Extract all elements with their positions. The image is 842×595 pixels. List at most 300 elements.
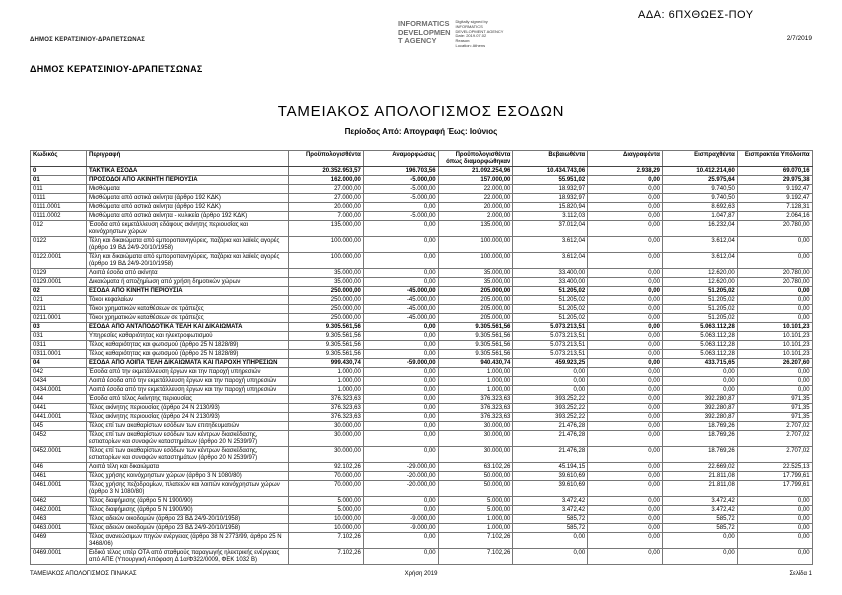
row-value: 1.047,87 xyxy=(662,212,737,221)
row-value: 5.073.213,51 xyxy=(513,350,588,359)
revenue-table-container xyxy=(30,150,812,565)
row-description: Τέλος ακίνητης περιουσίας (άρθρο 24 Ν 2130/93) xyxy=(87,413,289,422)
row-value: 21.476,28 xyxy=(513,422,588,431)
row-value: 0,00 xyxy=(588,431,663,447)
row-value: 0,00 xyxy=(588,296,663,305)
signature-agency-name: INFORMATICS DEVELOPMEN T AGENCY xyxy=(398,19,451,45)
row-value: 205.000,00 xyxy=(438,296,513,305)
row-code: 0452.0001 xyxy=(31,447,87,463)
table-row xyxy=(31,167,813,176)
row-value: 20.000,00 xyxy=(438,203,513,212)
row-description: Τέλος καθαριότητας και φωτισμού (άρθρο 25 Ν 1828/89) xyxy=(87,350,289,359)
row-value: 45.194,15 xyxy=(513,463,588,472)
table-row xyxy=(31,237,813,253)
row-value: 2.707,02 xyxy=(737,431,812,447)
row-value: 0,00 xyxy=(363,404,438,413)
row-value: 3.112,03 xyxy=(513,212,588,221)
row-value: 21.811,08 xyxy=(662,472,737,481)
row-description: Τέλος χρήσης κοινόχρηστων χώρων (άρθρο 3 Ν 1080/80) xyxy=(87,472,289,481)
row-value: 10.101,23 xyxy=(737,341,812,350)
row-description: Τέλη και δικαιώματα από εμποροπανηγύρεις, παζάρια και λαϊκές αγορές (άρθρο 19 ΒΔ 24/9-20/10/1958) xyxy=(87,237,289,253)
table-row xyxy=(31,314,813,323)
row-value: 459.923,25 xyxy=(513,359,588,368)
row-value: 0,00 xyxy=(588,413,663,422)
row-value: 9.305.561,56 xyxy=(438,350,513,359)
row-value: 0,00 xyxy=(363,203,438,212)
row-value: 7.102,26 xyxy=(438,533,513,549)
row-value: 250.000,00 xyxy=(289,296,364,305)
row-value: 0,00 xyxy=(363,269,438,278)
row-value: 20.780,00 xyxy=(737,221,812,237)
row-value: 9.192,47 xyxy=(737,194,812,203)
row-value: 30.000,00 xyxy=(438,422,513,431)
row-description: Υπηρεσίες καθαριότητας και ηλεκτροφωτισμού xyxy=(87,332,289,341)
row-value: 30.000,00 xyxy=(289,431,364,447)
row-value: 585,72 xyxy=(662,524,737,533)
row-value: 35.000,00 xyxy=(289,278,364,287)
row-value: 35.000,00 xyxy=(438,278,513,287)
row-value: 12.620,00 xyxy=(662,269,737,278)
row-code: 0452 xyxy=(31,431,87,447)
row-description: ΠΡΟΣΟΔΟΙ ΑΠΟ ΑΚΙΝΗΤΗ ΠΕΡΙΟΥΣΙΑ xyxy=(87,176,289,185)
row-value: 0,00 xyxy=(363,386,438,395)
row-value: 100.000,00 xyxy=(289,237,364,253)
row-description: ΕΣΟΔΑ ΑΠΟ ΑΝΤΑΠΟΔΟΤΙΚΑ ΤΕΛΗ ΚΑΙ ΔΙΚΑΙΩΜΑΤΑ xyxy=(87,323,289,332)
row-value: 1.000,00 xyxy=(438,377,513,386)
column-header: Κωδικός xyxy=(31,151,87,167)
row-value: 0,00 xyxy=(363,350,438,359)
row-value: 0,00 xyxy=(588,447,663,463)
row-value: 0,00 xyxy=(662,533,737,549)
row-value: 18.932,97 xyxy=(513,185,588,194)
row-value: 0,00 xyxy=(513,377,588,386)
row-code: 031 xyxy=(31,332,87,341)
row-value: 585,72 xyxy=(662,515,737,524)
table-row xyxy=(31,212,813,221)
row-value: 7.102,26 xyxy=(289,549,364,565)
row-value: 10.101,23 xyxy=(737,350,812,359)
column-header: Προϋπολογισθέντα όπως διαμορφώθηκαν xyxy=(438,151,513,167)
row-value: 9.740,50 xyxy=(662,185,737,194)
row-description: Τόκοι χρηματικών καταθέσεων σε τράπεζες xyxy=(87,305,289,314)
row-code: 0122.0001 xyxy=(31,253,87,269)
footer-report-name: ΤΑΜΕΙΑΚΟΣ ΑΠΟΛΟΓΙΣΜΟΣ ΠΙΝΑΚΑΣ xyxy=(30,571,137,577)
row-value: 51.205,02 xyxy=(513,314,588,323)
row-value: 393.252,22 xyxy=(513,404,588,413)
row-value: 376.323,63 xyxy=(289,404,364,413)
row-value: 0,00 xyxy=(363,533,438,549)
row-value: 1.000,00 xyxy=(289,368,364,377)
row-value: 1.000,00 xyxy=(438,515,513,524)
row-value: 30.000,00 xyxy=(289,422,364,431)
row-value: 135.000,00 xyxy=(289,221,364,237)
row-value: 20.000,00 xyxy=(289,203,364,212)
row-code: 0441 xyxy=(31,404,87,413)
column-header: Προϋπολογισθέντα xyxy=(289,151,364,167)
row-value: 0,00 xyxy=(737,515,812,524)
row-value: 70.000,00 xyxy=(289,472,364,481)
row-value: 392.280,87 xyxy=(662,413,737,422)
row-value: 2.707,02 xyxy=(737,447,812,463)
row-description: Τόκοι κεφαλαίων xyxy=(87,296,289,305)
row-value: 27.000,00 xyxy=(289,194,364,203)
row-value: 0,00 xyxy=(737,314,812,323)
row-value: -45.000,00 xyxy=(363,287,438,296)
row-value: 100.000,00 xyxy=(289,253,364,269)
row-value: 33.400,00 xyxy=(513,269,588,278)
row-value: 0,00 xyxy=(737,237,812,253)
row-value: 0,00 xyxy=(588,194,663,203)
row-value: 10.412.214,60 xyxy=(662,167,737,176)
row-code: 0469.0001 xyxy=(31,549,87,565)
table-row xyxy=(31,332,813,341)
row-code: 045 xyxy=(31,422,87,431)
row-code: 0129 xyxy=(31,269,87,278)
row-value: 7.102,26 xyxy=(289,533,364,549)
row-value: 376.323,63 xyxy=(438,413,513,422)
row-value: 15.820,94 xyxy=(513,203,588,212)
row-value: 0,00 xyxy=(588,176,663,185)
row-value: 205.000,00 xyxy=(438,287,513,296)
row-value: 10.101,23 xyxy=(737,323,812,332)
table-row xyxy=(31,269,813,278)
table-row xyxy=(31,533,813,549)
row-value: 0,00 xyxy=(737,287,812,296)
row-value: 30.000,00 xyxy=(289,447,364,463)
row-value: -29.000,00 xyxy=(363,463,438,472)
row-description: ΕΣΟΔΑ ΑΠΟ ΛΟΙΠΑ ΤΕΛΗ ΔΙΚΑΙΩΜΑΤΑ ΚΑΙ ΠΑΡΟΧΗ ΥΠΗΡΕΣΙΩΝ xyxy=(87,359,289,368)
row-description: Τέλος ακίνητης περιουσίας (άρθρο 24 Ν 2130/93) xyxy=(87,404,289,413)
row-value: 10.101,23 xyxy=(737,332,812,341)
row-value: 0,00 xyxy=(737,506,812,515)
row-code: 03 xyxy=(31,323,87,332)
row-value: 100.000,00 xyxy=(438,237,513,253)
row-value: -45.000,00 xyxy=(363,314,438,323)
row-value: 9.192,47 xyxy=(737,185,812,194)
column-header: Εισπρακτέα Υπόλοιπα xyxy=(737,151,812,167)
row-value: 433.715,65 xyxy=(662,359,737,368)
row-value: 971,35 xyxy=(737,404,812,413)
row-value: -9.000,00 xyxy=(363,524,438,533)
row-value: -9.000,00 xyxy=(363,515,438,524)
row-value: 0,00 xyxy=(737,296,812,305)
row-value: 585,72 xyxy=(513,515,588,524)
table-row xyxy=(31,185,813,194)
municipality-title: ΔΗΜΟΣ ΚΕΡΑΤΣΙΝΙΟΥ-ΔΡΑΠΕΤΣΩΝΑΣ xyxy=(30,64,203,74)
row-code: 012 xyxy=(31,221,87,237)
row-value: 2.064,16 xyxy=(737,212,812,221)
row-value: -20.000,00 xyxy=(363,472,438,481)
row-value: 162.000,00 xyxy=(289,176,364,185)
row-value: 0,00 xyxy=(363,377,438,386)
row-value: 0,00 xyxy=(588,377,663,386)
row-value: 51.205,02 xyxy=(513,305,588,314)
column-header: Διαγραφέντα xyxy=(588,151,663,167)
row-value: 0,00 xyxy=(662,549,737,565)
row-description: Τέλος επί των ακαθαρίστων εσόδων των κέντρων διασκέδασης, εστιατορίων και συναφών καταστημάτων (άρθρο 20 Ν 2539/97) xyxy=(87,431,289,447)
footer-fiscal-year: Χρήση 2019 xyxy=(404,571,438,577)
row-value: 1.000,00 xyxy=(438,368,513,377)
row-value: 1.000,00 xyxy=(438,386,513,395)
row-description: Λοιπά τέλη και δικαιώματα xyxy=(87,463,289,472)
row-code: 021 xyxy=(31,296,87,305)
row-value: 12.620,00 xyxy=(662,278,737,287)
row-description: Μισθώματα από αστικά ακίνητα (άρθρο 192 ΚΔΚ) xyxy=(87,194,289,203)
row-code: 0211 xyxy=(31,305,87,314)
row-value: 3.612,04 xyxy=(662,237,737,253)
row-code: 011 xyxy=(31,185,87,194)
row-value: 0,00 xyxy=(737,524,812,533)
row-value: 35.000,00 xyxy=(289,269,364,278)
row-description: Έσοδα από τέλος Ακίνητης περιουσίας xyxy=(87,395,289,404)
table-row xyxy=(31,413,813,422)
signature-details-text: Digitally signed by INFORMATICS DEVELOPMENT AGENCY Date: 2019.07.02 Reason: Location: Athens xyxy=(455,19,504,48)
row-value: 0,00 xyxy=(737,377,812,386)
row-description: Έσοδα από εκμετάλλευση εδάφους ακίνητης περιουσίας και κοινόχρηστων χώρων xyxy=(87,221,289,237)
row-code: 0462 xyxy=(31,497,87,506)
row-value: 18.769,26 xyxy=(662,431,737,447)
revenue-table-header-row xyxy=(31,151,813,167)
report-period: Περίοδος Από: Απογραφή Έως: Ιούνιος xyxy=(344,127,498,136)
row-value: 0,00 xyxy=(588,278,663,287)
row-code: 0211.0001 xyxy=(31,314,87,323)
row-value: 205.000,00 xyxy=(438,305,513,314)
row-value: 0,00 xyxy=(363,395,438,404)
row-value: 196.703,56 xyxy=(363,167,438,176)
table-row xyxy=(31,296,813,305)
row-value: -59.000,00 xyxy=(363,359,438,368)
column-header: Βεβαιωθέντα xyxy=(513,151,588,167)
row-value: 0,00 xyxy=(662,377,737,386)
row-value: 25.975,64 xyxy=(662,176,737,185)
row-description: Μισθώματα xyxy=(87,185,289,194)
row-value: 0,00 xyxy=(588,314,663,323)
row-value: -5.000,00 xyxy=(363,185,438,194)
table-row xyxy=(31,323,813,332)
row-value: 0,00 xyxy=(588,515,663,524)
table-row xyxy=(31,359,813,368)
row-value: 22.000,00 xyxy=(438,194,513,203)
row-value: 5.000,00 xyxy=(289,506,364,515)
row-description: ΕΣΟΔΑ ΑΠΟ ΚΙΝΗΤΗ ΠΕΡΙΟΥΣΙΑ xyxy=(87,287,289,296)
column-header: Περιγραφή xyxy=(87,151,289,167)
report-title: ΤΑΜΕΙΑΚΟΣ ΑΠΟΛΟΓΙΣΜΟΣ ΕΣΟΔΩΝ xyxy=(277,103,565,120)
row-value: 0,00 xyxy=(588,350,663,359)
row-value: 9.305.561,56 xyxy=(289,323,364,332)
row-value: 0,00 xyxy=(513,368,588,377)
row-value: 18.932,97 xyxy=(513,194,588,203)
row-code: 04 xyxy=(31,359,87,368)
row-value: 3.612,04 xyxy=(662,253,737,269)
row-value: 9.740,50 xyxy=(662,194,737,203)
row-value: 0,00 xyxy=(363,368,438,377)
row-code: 042 xyxy=(31,368,87,377)
row-description: Τέλος ανανεώσιμων πηγών ενέργειας (άρθρο 38 Ν 2773/99, άρθρο 25 Ν 3468/06) xyxy=(87,533,289,549)
row-value: 5.063.112,28 xyxy=(662,350,737,359)
row-value: 16.232,04 xyxy=(662,221,737,237)
row-value: 0,00 xyxy=(737,305,812,314)
row-value: 376.323,63 xyxy=(438,404,513,413)
row-code: 01 xyxy=(31,176,87,185)
row-value: 392.280,87 xyxy=(662,395,737,404)
row-description: Τέλος διαφήμισης (άρθρο 5 Ν 1900/90) xyxy=(87,497,289,506)
row-value: 26.207,60 xyxy=(737,359,812,368)
row-value: 29.975,38 xyxy=(737,176,812,185)
row-value: 971,35 xyxy=(737,413,812,422)
row-value: -45.000,00 xyxy=(363,305,438,314)
row-value: 250.000,00 xyxy=(289,287,364,296)
row-value: 0,00 xyxy=(588,472,663,481)
row-value: 0,00 xyxy=(588,287,663,296)
row-code: 0111.0001 xyxy=(31,203,87,212)
row-value: 0,00 xyxy=(737,533,812,549)
row-code: 0111.0002 xyxy=(31,212,87,221)
row-code: 0441.0001 xyxy=(31,413,87,422)
row-value: 971,35 xyxy=(737,395,812,404)
row-value: 51.205,02 xyxy=(662,287,737,296)
row-value: 1.000,00 xyxy=(438,524,513,533)
row-value: 1.000,00 xyxy=(289,377,364,386)
row-value: 20.780,00 xyxy=(737,269,812,278)
municipality-small-label: ΔΗΜΟΣ ΚΕΡΑΤΣΙΝΙΟΥ-ΔΡΑΠΕΤΣΩΝΑΣ xyxy=(30,37,146,43)
table-row xyxy=(31,341,813,350)
row-description: Λοιπά έσοδα από την εκμετάλλευση έργων και την παροχή υπηρεσιών xyxy=(87,377,289,386)
row-value: 17.799,61 xyxy=(737,481,812,497)
row-code: 02 xyxy=(31,287,87,296)
row-value: 63.102,26 xyxy=(438,463,513,472)
row-value: 0,00 xyxy=(363,447,438,463)
row-value: 9.305.561,56 xyxy=(289,350,364,359)
row-code: 0469 xyxy=(31,533,87,549)
row-value: 0,00 xyxy=(588,386,663,395)
row-value: 0,00 xyxy=(363,253,438,269)
row-value: 250.000,00 xyxy=(289,314,364,323)
row-value: 0,00 xyxy=(588,269,663,278)
row-value: 3.472,42 xyxy=(662,506,737,515)
row-value: 3.472,42 xyxy=(662,497,737,506)
row-value: 51.205,02 xyxy=(513,287,588,296)
table-row xyxy=(31,447,813,463)
row-code: 0463 xyxy=(31,515,87,524)
row-value: 5.073.213,51 xyxy=(513,332,588,341)
row-value: 0,00 xyxy=(588,203,663,212)
table-row xyxy=(31,253,813,269)
row-value: 2.000,00 xyxy=(438,212,513,221)
table-row xyxy=(31,368,813,377)
table-row xyxy=(31,221,813,237)
table-row xyxy=(31,481,813,497)
row-value: 0,00 xyxy=(588,253,663,269)
row-description: Τέλος διαφήμισης (άρθρο 5 Ν 1900/90) xyxy=(87,506,289,515)
table-row xyxy=(31,472,813,481)
row-code: 0461.0001 xyxy=(31,481,87,497)
row-value: 5.063.112,28 xyxy=(662,323,737,332)
row-value: 10.434.743,06 xyxy=(513,167,588,176)
table-row xyxy=(31,497,813,506)
row-value: -20.000,00 xyxy=(363,481,438,497)
row-value: 30.000,00 xyxy=(438,431,513,447)
table-row xyxy=(31,395,813,404)
row-value: 0,00 xyxy=(588,359,663,368)
table-row xyxy=(31,422,813,431)
row-code: 0311 xyxy=(31,341,87,350)
row-value: 7.102,26 xyxy=(438,549,513,565)
table-row xyxy=(31,515,813,524)
row-value: 0,00 xyxy=(363,332,438,341)
row-value: 2.707,02 xyxy=(737,422,812,431)
row-value: 51.205,02 xyxy=(662,296,737,305)
row-value: 27.000,00 xyxy=(289,185,364,194)
row-value: 92.102,26 xyxy=(289,463,364,472)
row-value: 50.000,00 xyxy=(438,472,513,481)
row-value: 9.305.561,56 xyxy=(438,341,513,350)
table-row xyxy=(31,194,813,203)
row-value: 5.000,00 xyxy=(438,497,513,506)
row-value: 7.000,00 xyxy=(289,212,364,221)
row-value: 5.073.213,51 xyxy=(513,323,588,332)
row-description: Τέλος επί των ακαθαρίστων εσόδων των κέντρων διασκέδασης, εστιατορίων και συναφών καταστημάτων (άρθρο 20 Ν 2539/97) xyxy=(87,447,289,463)
table-row xyxy=(31,278,813,287)
row-value: 70.000,00 xyxy=(289,481,364,497)
row-value: 51.205,02 xyxy=(662,314,737,323)
row-description: Μισθώματα από αστικά ακίνητα - κυλικεία (άρθρο 192 ΚΔΚ) xyxy=(87,212,289,221)
row-value: 0,00 xyxy=(588,533,663,549)
row-value: 376.323,63 xyxy=(289,395,364,404)
row-value: 0,00 xyxy=(588,368,663,377)
row-value: 0,00 xyxy=(513,386,588,395)
row-value: 0,00 xyxy=(662,386,737,395)
row-value: 0,00 xyxy=(737,253,812,269)
row-code: 0463.0001 xyxy=(31,524,87,533)
table-row xyxy=(31,350,813,359)
row-value: 7.128,31 xyxy=(737,203,812,212)
row-value: 392.280,87 xyxy=(662,404,737,413)
row-description: Τέλος χρήσης πεζοδρομίων, πλατειών και λοιπών κοινόχρηστων χώρων (άρθρο 3 Ν 1080/80) xyxy=(87,481,289,497)
row-value: 3.612,04 xyxy=(513,237,588,253)
row-value: 8.692,63 xyxy=(662,203,737,212)
row-value: 0,00 xyxy=(363,221,438,237)
row-value: 0,00 xyxy=(363,431,438,447)
row-value: 39.610,69 xyxy=(513,481,588,497)
table-row xyxy=(31,176,813,185)
row-description: Τέλη και δικαιώματα από εμποροπανηγύρεις, παζάρια και λαϊκές αγορές (άρθρο 19 ΒΔ 24/9-20/10/1958) xyxy=(87,253,289,269)
row-value: 35.000,00 xyxy=(438,269,513,278)
row-value: 0,00 xyxy=(363,323,438,332)
row-value: 3.472,42 xyxy=(513,497,588,506)
row-value: 0,00 xyxy=(737,497,812,506)
row-value: 376.323,63 xyxy=(438,395,513,404)
row-value: 3.472,42 xyxy=(513,506,588,515)
row-value: 0,00 xyxy=(737,386,812,395)
row-value: 0,00 xyxy=(363,413,438,422)
row-value: 2.938,29 xyxy=(588,167,663,176)
row-code: 044 xyxy=(31,395,87,404)
row-value: 0,00 xyxy=(588,422,663,431)
row-value: 135.000,00 xyxy=(438,221,513,237)
row-value: 0,00 xyxy=(588,404,663,413)
row-value: 1.000,00 xyxy=(289,386,364,395)
row-description: Τέλος αδειών οικοδομών (άρθρο 23 ΒΔ 24/9-20/10/1958) xyxy=(87,524,289,533)
footer-page-number: Σελίδα 1 xyxy=(789,571,812,577)
table-row xyxy=(31,287,813,296)
row-value: 0,00 xyxy=(588,506,663,515)
row-value: 51.205,02 xyxy=(513,296,588,305)
row-description: Δικαιώματα ή αποζημίωση από χρήση δημοτικών χώρων xyxy=(87,278,289,287)
row-code: 046 xyxy=(31,463,87,472)
row-value: 0,00 xyxy=(363,506,438,515)
row-description: Ειδικό τέλος υπέρ ΟΤΑ από σταθμούς παραγωγής ηλεκτρικής ενέργειας από ΑΠΕ (Υπουργική Απόφαση Δ 1α/Φ322/0009, ΦΕΚ 1032 Β) xyxy=(87,549,289,565)
row-value: 39.610,69 xyxy=(513,472,588,481)
